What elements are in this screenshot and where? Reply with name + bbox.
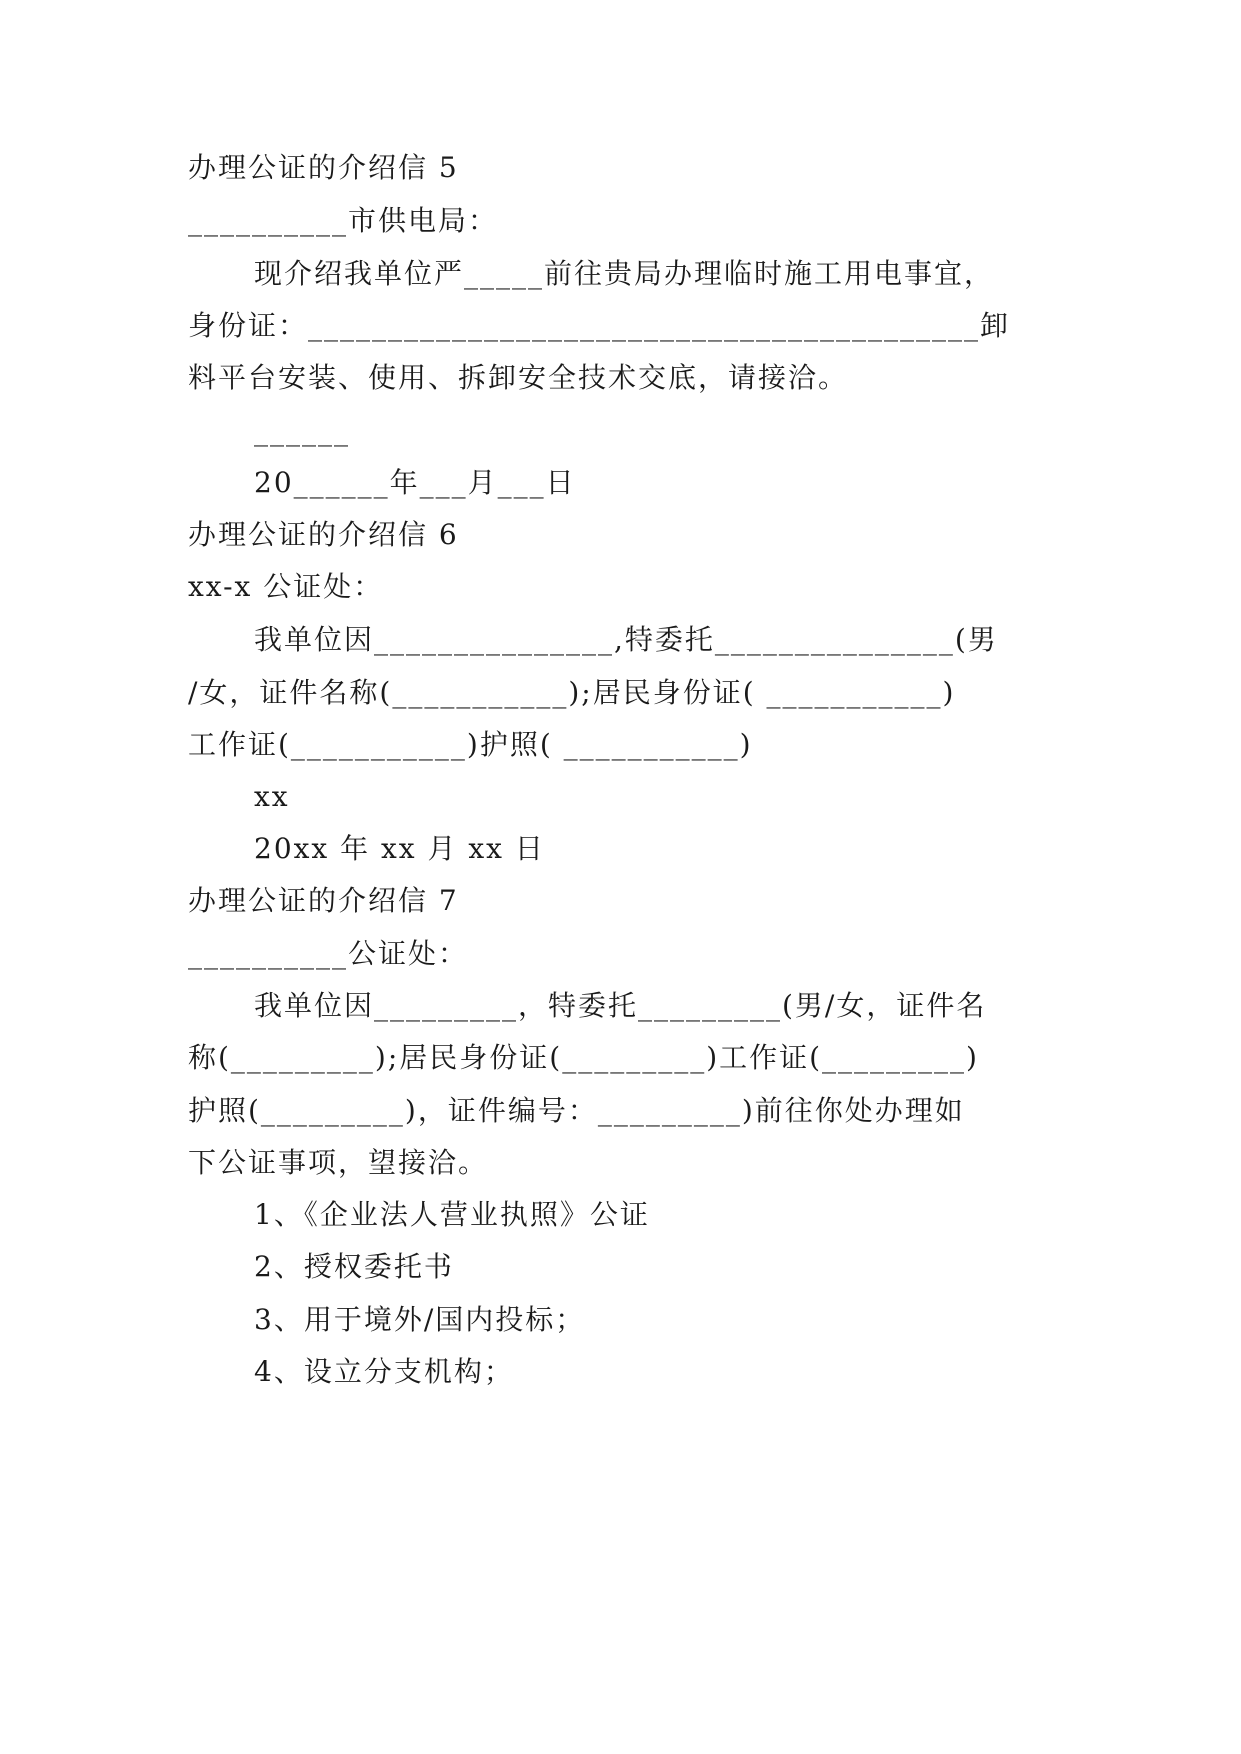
list-item: 3、用于境外/国内投标； <box>254 1303 586 1336</box>
letter5-body-line1: 现介绍我单位严_____前往贵局办理临时施工用电事宜， <box>254 257 995 290</box>
letter6-recipient: xx-x 公证处： <box>188 570 384 603</box>
letter6-body-line2: /女，证件名称(___________);居民身份证( ___________) <box>188 676 956 709</box>
letter7-recipient: __________公证处： <box>188 937 469 970</box>
letter5-body-line3: 料平台安装、使用、拆卸安全技术交底，请接洽。 <box>188 361 849 394</box>
list-item: 4、设立分支机构； <box>254 1355 514 1388</box>
letter6-body-line3: 工作证(___________)护照( ___________) <box>188 728 753 761</box>
letter5-signature: ______ <box>254 414 350 447</box>
letter7-body-line2: 称(_________);居民身份证(_________)工作证(_________) <box>188 1041 979 1074</box>
list-item: 1、《企业法人营业执照》公证 <box>254 1198 650 1231</box>
letter5-heading: 办理公证的介绍信 5 <box>188 151 459 184</box>
letter5-date: 20______年___月___日 <box>254 466 576 499</box>
list-item: 2、授权委托书 <box>254 1250 454 1283</box>
letter7-body-line4: 下公证事项，望接洽。 <box>188 1146 489 1179</box>
letter7-body-line3: 护照(_________)，证件编号：_________)前往你处办理如 <box>188 1094 965 1127</box>
letter6-body-line1: 我单位因_______________,特委托_______________(男 <box>254 623 998 656</box>
letter6-signature: xx <box>254 780 290 813</box>
letter6-heading: 办理公证的介绍信 6 <box>188 518 459 551</box>
letter5-recipient: __________市供电局： <box>188 204 499 237</box>
letter6-date: 20xx 年 xx 月 xx 日 <box>254 832 545 865</box>
letter5-body-line2: 身份证：__________________________________________卸 <box>188 309 1011 342</box>
letter7-heading: 办理公证的介绍信 7 <box>188 884 459 917</box>
letter7-body-line1: 我单位因_________，特委托_________(男/女，证件名 <box>254 989 987 1022</box>
